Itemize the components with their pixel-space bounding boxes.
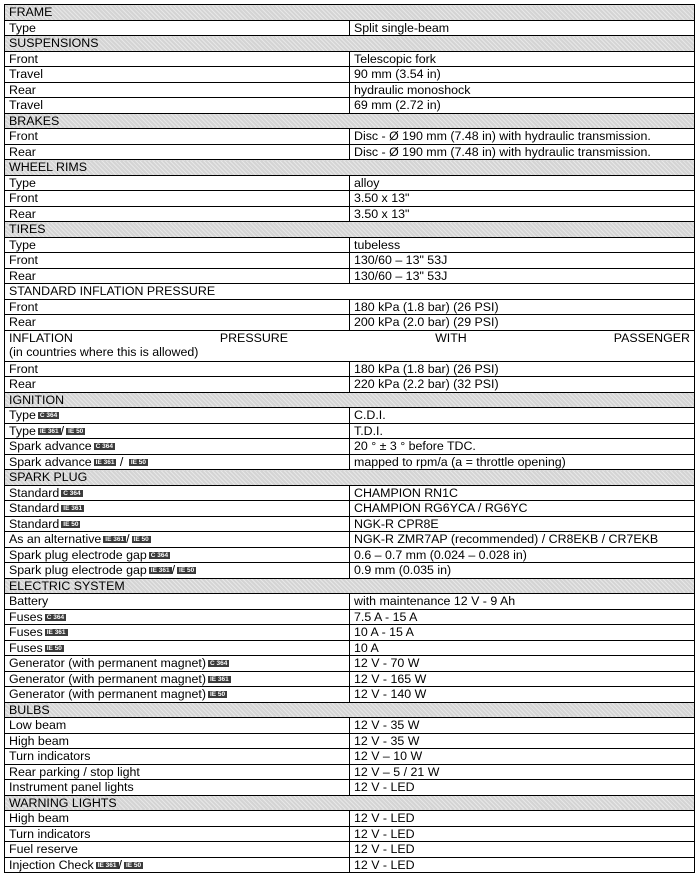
spec-row <box>5 563 695 579</box>
c364-badge-icon: C 364 <box>209 660 228 668</box>
badge-separator: / <box>171 563 176 578</box>
spec-label: Front <box>5 129 350 145</box>
spec-value: 90 mm (3.54 in) <box>350 67 695 83</box>
label-text: Standard <box>9 485 60 500</box>
spec-value: 69 mm (2.72 in) <box>350 98 695 114</box>
passenger-pressure-note: (in countries where this is allowed) <box>9 344 199 359</box>
spec-row <box>5 144 695 160</box>
spec-value: 200 kPa (2.0 bar) (29 PSI) <box>350 315 695 331</box>
spec-label: Instrument panel lights <box>5 780 350 796</box>
spec-row <box>5 253 695 269</box>
spec-row <box>5 175 695 191</box>
spec-row <box>5 237 695 253</box>
section-tires <box>5 222 695 238</box>
spec-row <box>5 20 695 36</box>
spec-label: High beam <box>5 733 350 749</box>
spec-label: Type <box>5 20 350 36</box>
spec-value: 10 A - 15 A <box>350 625 695 641</box>
section-title: ELECTRIC SYSTEM <box>5 578 695 594</box>
subsection-standard-pressure <box>5 284 695 300</box>
heading-word: WITH <box>435 330 467 345</box>
badge-separator: / <box>118 857 122 872</box>
ie50-badge-icon: IE 50 <box>209 691 226 699</box>
subsection-title <box>5 330 695 361</box>
spec-row <box>5 516 695 532</box>
section-title: FRAME <box>5 5 695 21</box>
spec-value: 3.50 x 13" <box>350 191 695 207</box>
spec-label <box>5 532 350 548</box>
spec-label: Front <box>5 299 350 315</box>
spec-label <box>5 501 350 517</box>
label-text: Spark plug electrode gap <box>9 547 147 562</box>
section-title: TIRES <box>5 222 695 238</box>
spec-label: Rear <box>5 82 350 98</box>
ie50-badge-icon: IE 50 <box>63 520 79 528</box>
spec-row <box>5 377 695 393</box>
spec-value: T.D.I. <box>350 423 695 439</box>
spec-value: 12 V - 140 W <box>350 687 695 703</box>
section-warning-lights <box>5 795 695 811</box>
spec-row <box>5 671 695 687</box>
spec-value: 12 V - 35 W <box>350 718 695 734</box>
spec-row <box>5 485 695 501</box>
spec-value: 130/60 – 13" 53J <box>350 253 695 269</box>
spec-value: with maintenance 12 V - 9 Ah <box>350 594 695 610</box>
spec-label <box>5 563 350 579</box>
section-bulbs <box>5 702 695 718</box>
ie361-badge-icon: IE 361 <box>105 536 125 544</box>
spec-row <box>5 811 695 827</box>
label-text: Standard <box>9 516 60 531</box>
ie50-badge-icon: IE 50 <box>130 458 147 466</box>
label-text: Spark advance <box>9 454 92 469</box>
label-text: Fuses <box>9 625 43 640</box>
spec-row <box>5 625 695 641</box>
ie50-badge-icon: IE 50 <box>133 536 149 544</box>
ie361-badge-icon: IE 361 <box>95 458 115 466</box>
spec-row <box>5 842 695 858</box>
spec-value: 180 kPa (1.8 bar) (26 PSI) <box>350 361 695 377</box>
spec-label: Battery <box>5 594 350 610</box>
spec-label: Rear <box>5 206 350 222</box>
label-text: Generator (with permanent magnet) <box>9 656 206 671</box>
ie50-badge-icon: IE 50 <box>179 567 195 575</box>
ie50-badge-icon: IE 50 <box>125 861 142 869</box>
section-title: WARNING LIGHTS <box>5 795 695 811</box>
section-brakes <box>5 113 695 129</box>
ie361-badge-icon: IE 361 <box>39 427 59 435</box>
label-text: Type <box>9 423 36 438</box>
section-title: BULBS <box>5 702 695 718</box>
subsection-title: STANDARD INFLATION PRESSURE <box>5 284 695 300</box>
spec-value: Split single-beam <box>350 20 695 36</box>
spec-row <box>5 98 695 114</box>
label-text: Generator (with permanent magnet) <box>9 687 206 702</box>
spec-value: Disc - Ø 190 mm (7.48 in) with hydraulic transmission. <box>350 129 695 145</box>
spec-row <box>5 687 695 703</box>
spec-label: Rear <box>5 377 350 393</box>
spec-label <box>5 609 350 625</box>
section-wheel-rims <box>5 160 695 176</box>
spec-value: NGK-R CPR8E <box>350 516 695 532</box>
spec-value: 12 V - LED <box>350 780 695 796</box>
label-text: Standard <box>9 501 60 516</box>
spec-value: 7.5 A - 15 A <box>350 609 695 625</box>
section-title: WHEEL RIMS <box>5 160 695 176</box>
spec-label: Low beam <box>5 718 350 734</box>
spec-row <box>5 501 695 517</box>
spec-row <box>5 454 695 470</box>
spec-value: Disc - Ø 190 mm (7.48 in) with hydraulic transmission. <box>350 144 695 160</box>
spec-label: Front <box>5 253 350 269</box>
spec-row <box>5 826 695 842</box>
spec-row <box>5 640 695 656</box>
label-text: Generator (with permanent magnet) <box>9 671 206 686</box>
spec-value: 12 V - LED <box>350 842 695 858</box>
spec-value: 12 V - LED <box>350 857 695 873</box>
ie361-badge-icon: IE 361 <box>150 567 170 575</box>
spec-label <box>5 857 350 873</box>
section-spark-plug <box>5 470 695 486</box>
spec-label: Rear parking / stop light <box>5 764 350 780</box>
spec-value: 20 ° ± 3 ° before TDC. <box>350 439 695 455</box>
spec-value: CHAMPION RG6YCA / RG6YC <box>350 501 695 517</box>
spec-value: 0.6 – 0.7 mm (0.024 – 0.028 in) <box>350 547 695 563</box>
spec-label <box>5 516 350 532</box>
label-text: Fuses <box>9 640 43 655</box>
label-text: Spark advance <box>9 439 92 454</box>
spec-row <box>5 129 695 145</box>
spec-row <box>5 609 695 625</box>
section-title: IGNITION <box>5 392 695 408</box>
ie50-badge-icon: IE 50 <box>68 427 84 435</box>
spec-value: 130/60 – 13" 53J <box>350 268 695 284</box>
heading-word: INFLATION <box>9 330 73 345</box>
section-frame <box>5 5 695 21</box>
label-text: Fuses <box>9 609 43 624</box>
spec-label <box>5 454 350 470</box>
spec-value: 220 kPa (2.2 bar) (32 PSI) <box>350 377 695 393</box>
spec-value: mapped to rpm/a (a = throttle opening) <box>350 454 695 470</box>
spec-row <box>5 749 695 765</box>
spec-row <box>5 780 695 796</box>
spec-value: C.D.I. <box>350 408 695 424</box>
badge-separator: / <box>126 532 130 547</box>
spec-value: 180 kPa (1.8 bar) (26 PSI) <box>350 299 695 315</box>
spec-value: Telescopic fork <box>350 51 695 67</box>
spec-row <box>5 268 695 284</box>
spec-value: 3.50 x 13" <box>350 206 695 222</box>
spec-label <box>5 687 350 703</box>
spec-row <box>5 82 695 98</box>
badge-separator: / <box>60 423 65 438</box>
spec-row <box>5 547 695 563</box>
spec-row <box>5 718 695 734</box>
spec-row <box>5 857 695 873</box>
subsection-passenger-pressure <box>5 330 695 361</box>
spec-value: 0.9 mm (0.035 in) <box>350 563 695 579</box>
c364-badge-icon: C 364 <box>150 551 169 559</box>
section-title: SUSPENSIONS <box>5 36 695 52</box>
spec-label <box>5 485 350 501</box>
spec-row <box>5 299 695 315</box>
ie361-badge-icon: IE 361 <box>97 861 117 869</box>
spec-row <box>5 191 695 207</box>
spec-value: tubeless <box>350 237 695 253</box>
section-electric-system <box>5 578 695 594</box>
spec-row <box>5 594 695 610</box>
spec-label: Fuel reserve <box>5 842 350 858</box>
spec-label: Type <box>5 175 350 191</box>
c364-badge-icon: C 364 <box>95 443 114 451</box>
spec-value: 12 V - LED <box>350 826 695 842</box>
spec-value: 12 V – 5 / 21 W <box>350 764 695 780</box>
spec-row <box>5 764 695 780</box>
spec-row <box>5 51 695 67</box>
spec-value: alloy <box>350 175 695 191</box>
spec-label <box>5 640 350 656</box>
spec-label <box>5 656 350 672</box>
spec-row <box>5 408 695 424</box>
spec-label: Front <box>5 191 350 207</box>
spec-row <box>5 439 695 455</box>
spec-value: hydraulic monoshock <box>350 82 695 98</box>
spec-value: 12 V - LED <box>350 811 695 827</box>
ie361-badge-icon: IE 361 <box>209 675 229 683</box>
spec-row <box>5 206 695 222</box>
heading-word: PASSENGER <box>613 330 690 345</box>
spec-label: Travel <box>5 67 350 83</box>
spec-value: 12 V - 70 W <box>350 656 695 672</box>
spec-label: Rear <box>5 144 350 160</box>
specifications-table <box>4 4 695 873</box>
spec-row <box>5 733 695 749</box>
spec-value: 10 A <box>350 640 695 656</box>
spec-value: NGK-R ZMR7AP (recommended) / CR8EKB / CR7EKB <box>350 532 695 548</box>
ie361-badge-icon: IE 361 <box>46 629 66 637</box>
spec-label: Front <box>5 361 350 377</box>
spec-label: Rear <box>5 268 350 284</box>
spec-row <box>5 67 695 83</box>
spec-label: Type <box>5 237 350 253</box>
spec-label: Front <box>5 51 350 67</box>
spec-label <box>5 625 350 641</box>
spec-label: Turn indicators <box>5 749 350 765</box>
passenger-pressure-heading <box>9 331 694 345</box>
spec-label <box>5 439 350 455</box>
badge-separator: / <box>119 454 124 469</box>
spec-label: Travel <box>5 98 350 114</box>
spec-row <box>5 361 695 377</box>
label-text: Spark plug electrode gap <box>9 563 147 578</box>
section-title: SPARK PLUG <box>5 470 695 486</box>
heading-word: PRESSURE <box>219 330 289 345</box>
c364-badge-icon: C 364 <box>46 613 65 621</box>
ie361-badge-icon: IE 361 <box>63 505 83 513</box>
spec-label <box>5 671 350 687</box>
label-text: Injection Check <box>9 857 94 872</box>
section-title: BRAKES <box>5 113 695 129</box>
spec-row <box>5 656 695 672</box>
spec-label <box>5 408 350 424</box>
spec-value: 12 V – 10 W <box>350 749 695 765</box>
spec-value: CHAMPION RN1C <box>350 485 695 501</box>
section-ignition <box>5 392 695 408</box>
spec-label: High beam <box>5 811 350 827</box>
c364-badge-icon: C 364 <box>63 489 81 497</box>
spec-row <box>5 423 695 439</box>
label-text: Type <box>9 408 36 423</box>
section-suspensions <box>5 36 695 52</box>
c364-badge-icon: C 364 <box>39 412 58 420</box>
ie50-badge-icon: IE 50 <box>46 644 62 652</box>
spec-label <box>5 547 350 563</box>
spec-row <box>5 315 695 331</box>
spec-row <box>5 532 695 548</box>
label-text: As an alternative <box>9 532 102 547</box>
spec-label <box>5 423 350 439</box>
spec-label: Turn indicators <box>5 826 350 842</box>
spec-value: 12 V - 165 W <box>350 671 695 687</box>
spec-label: Rear <box>5 315 350 331</box>
spec-value: 12 V - 35 W <box>350 733 695 749</box>
